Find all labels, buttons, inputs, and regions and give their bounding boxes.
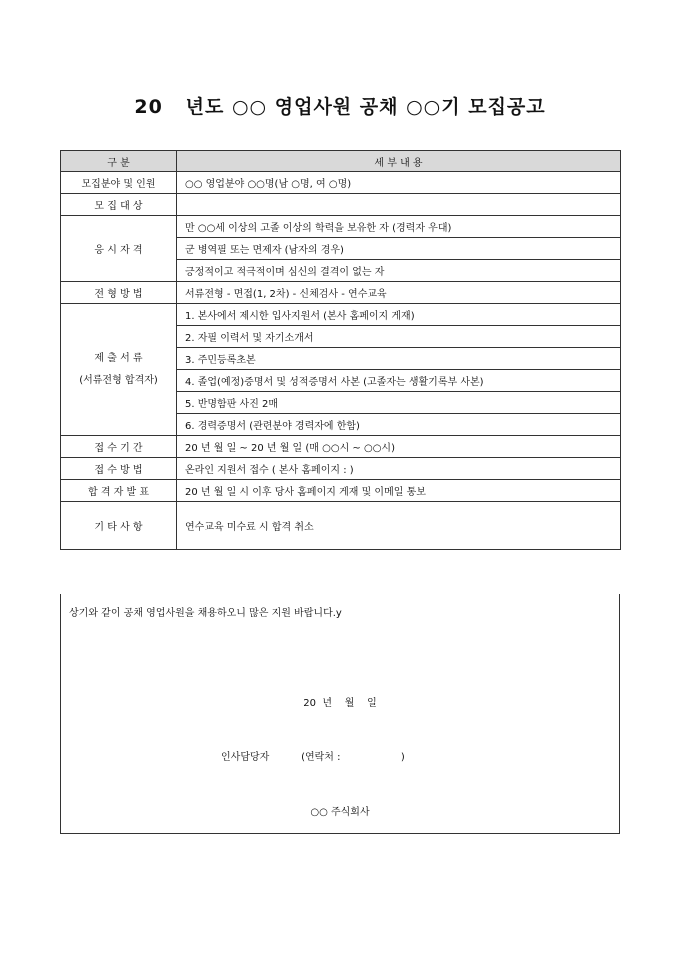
table-row [61,216,621,238]
row-value-etc: 연수교육 미수료 시 합격 취소 [177,502,621,550]
row-value-field: ○○ 영업분야 ○○명(남 ○명, 여 ○명) [177,172,621,194]
document-item: 2. 자필 이력서 및 자기소개서 [177,326,621,348]
recruitment-table [60,150,621,550]
qualification-item: 군 병역필 또는 면제자 (남자의 경우) [177,238,621,260]
page-title: 20 년도 ○○ 영업사원 공채 ○○기 모집공고 [134,96,546,118]
document-item: 1. 본사에서 제시한 입사지원서 (본사 홈페이지 게재) [177,304,621,326]
company-name: ○○ 주식회사 [310,807,370,818]
header-category: 구 분 [61,151,177,172]
row-value-method: 온라인 지원서 접수 ( 본사 홈페이지 : ) [177,458,621,480]
row-label-period: 접 수 기 간 [61,436,177,458]
document-item: 4. 졸업(예정)증명서 및 성적증명서 사본 (고졸자는 생활기록부 사본) [177,370,621,392]
document-item: 3. 주민등록초본 [177,348,621,370]
row-label-qualification: 응 시 자 격 [61,216,177,282]
row-label-target: 모 집 대 상 [61,194,177,216]
row-label-method: 접 수 방 법 [61,458,177,480]
table-header-row [61,151,621,172]
row-label-announcement: 합 격 자 발 표 [61,480,177,502]
row-value-period: 20 년 월 일 ~ 20 년 월 일 (매 ○○시 ~ ○○시) [177,436,621,458]
table-row [61,194,621,216]
documents-sublabel: (서류전형 합격자) [79,374,158,386]
table-row [61,458,621,480]
documents-label: 제 출 서 류 [94,352,143,364]
row-value-target [177,194,621,216]
row-label-documents [61,304,177,436]
row-label-field: 모집분야 및 인원 [61,172,177,194]
table-row [61,282,621,304]
notice-text: 상기와 같이 공채 영업사원을 채용하오니 많은 지원 바랍니다.y [69,608,342,619]
qualification-item: 만 ○○세 이상의 고졸 이상의 학력을 보유한 자 (경력자 우대) [177,216,621,238]
hr-contact: 인사담당자 (연락처 : ) [221,752,405,763]
table-row [61,304,621,326]
header-detail: 세 부 내 용 [177,151,621,172]
table-row [61,172,621,194]
qualification-item: 긍정적이고 적극적이며 심신의 결격이 없는 자 [177,260,621,282]
row-value-announcement: 20 년 월 일 시 이후 당사 홈페이지 게재 및 이메일 통보 [177,480,621,502]
row-value-selection: 서류전형 - 면접(1, 2차) - 신체검사 - 연수교육 [177,282,621,304]
row-label-etc: 기 타 사 항 [61,502,177,550]
notice-box [60,594,620,834]
notice-date: 20 년 월 일 [303,698,377,709]
table-row [61,480,621,502]
row-label-selection: 전 형 방 법 [61,282,177,304]
document-item: 6. 경력증명서 (관련분야 경력자에 한함) [177,414,621,436]
table-row [61,502,621,550]
table-row [61,436,621,458]
document-item: 5. 반명함판 사진 2매 [177,392,621,414]
